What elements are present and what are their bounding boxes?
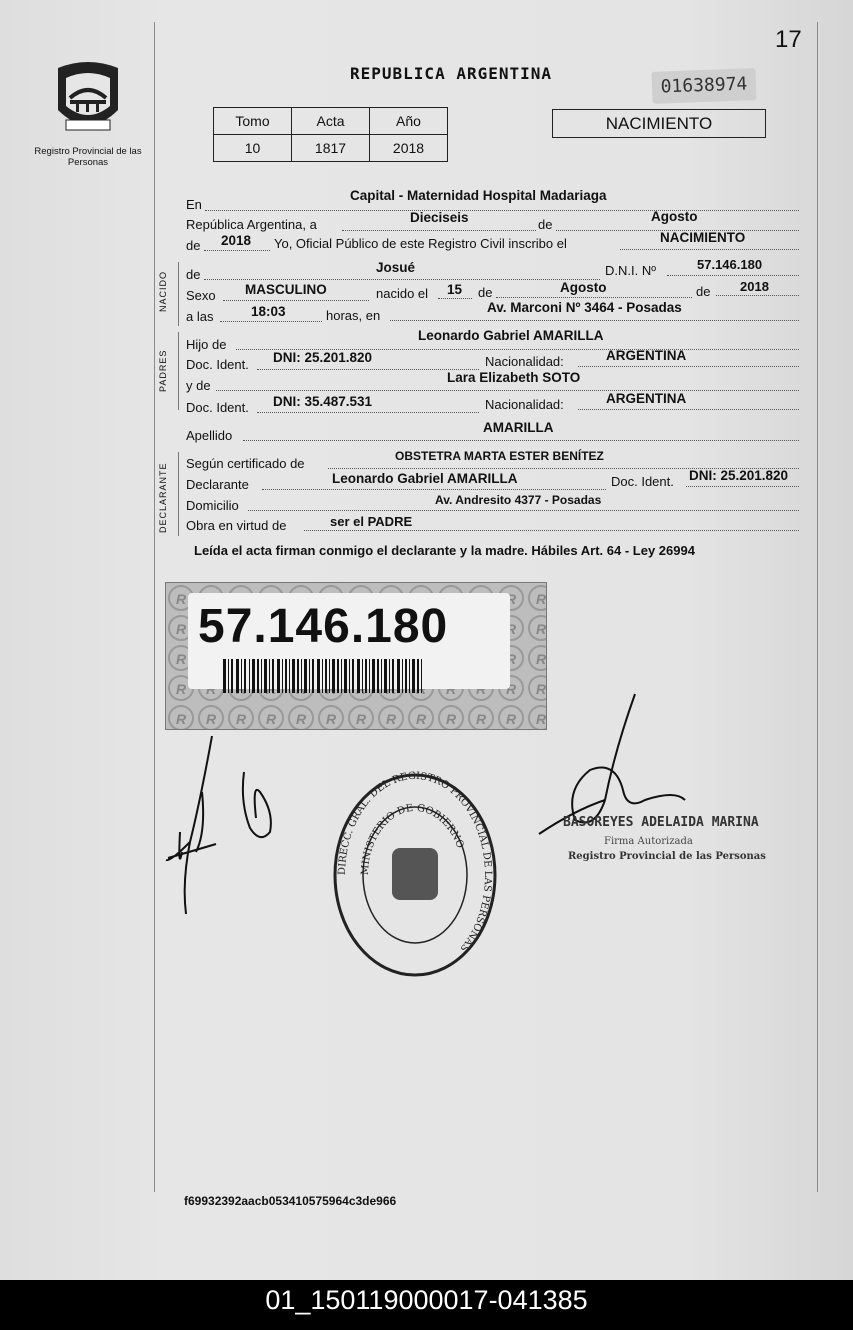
father-dni: DNI: 25.201.820 [273,350,373,365]
oficial-label: Yo, Oficial Público de este Registro Civil inscribo el [274,236,567,251]
surname: AMARILLA [483,420,554,435]
en-label: En [186,197,202,212]
dotted-line [342,230,536,231]
official-stamp [330,770,500,980]
signer-role: Firma Autorizada [604,836,693,847]
serial-number: 01638974 [651,68,756,104]
stamp-inner-text: MINISTERIO DE GOBIERNO [359,802,466,876]
right-margin-line [817,22,818,1192]
section-divider [178,332,179,410]
y-de-label: y de [186,378,211,393]
dotted-line [667,275,799,276]
de-name-label: de [186,267,201,282]
declarant-name: Leonardo Gabriel AMARILLA [332,471,518,486]
dotted-line [304,530,799,531]
obra-label: Obra en virtud de [186,518,287,533]
record-type-box: NACIMIENTO [552,109,766,138]
dotted-line [204,279,600,280]
republica-label: República Argentina, a [186,217,317,232]
signature-scribble-left [160,732,290,922]
document-title: REPUBLICA ARGENTINA [350,64,553,83]
record-month: Agosto [651,209,698,224]
declarant-relation: ser el PADRE [330,514,413,529]
dotted-line [262,489,606,490]
mother-name: Lara Elizabeth SOTO [447,370,581,385]
de1-label: de [478,285,493,300]
declarant-doc-label: Doc. Ident. [611,474,674,489]
act-type: NACIMIENTO [660,230,746,245]
father-nationality-label: Nacionalidad: [485,354,564,369]
birth-time: 18:03 [251,304,286,319]
dotted-line [220,321,322,322]
de2-label: de [696,284,711,299]
dotted-line [243,440,799,441]
page-number: 17 [775,26,802,53]
father-name: Leonardo Gabriel AMARILLA [418,328,604,343]
birth-address: Av. Marconi Nº 3464 - Posadas [487,300,682,315]
dotted-line [390,320,799,321]
anio-value: 2018 [370,135,448,162]
dotted-line [248,510,799,511]
dotted-line [223,300,369,301]
section-divider [178,262,179,326]
signer-registry: Registro Provincial de las Personas [568,851,766,862]
a-las-label: a las [186,309,214,324]
barcode-panel [188,593,510,689]
dotted-line [578,409,799,410]
sexo-label: Sexo [186,288,216,303]
section-divider [178,452,179,536]
dotted-line [620,249,799,250]
dotted-line [716,295,799,296]
province-seal-logo [52,58,124,140]
declarant-dni: DNI: 25.201.820 [689,468,789,483]
dotted-line [205,210,799,211]
dotted-line [686,486,799,487]
birth-year: 2018 [740,279,769,294]
tomo-value: 10 [214,135,292,162]
signer-name: BASOREYES ADELAIDA MARINA [563,815,759,830]
birth-day: 15 [447,282,463,297]
de-month-label: de [538,217,553,232]
dni-label: D.N.I. Nº [605,263,656,278]
tomo-label: Tomo [214,108,292,135]
document-hash: f69932392aacb053410575964c3de966 [184,1194,397,1208]
child-first-name: Josué [376,260,416,275]
declarante-label: Declarante [186,477,249,492]
barcode-number: 57.146.180 [198,600,449,653]
tomo-acta-table [213,107,448,162]
signing-note: Leída el acta firman conmigo el declarante y la madre. Hábiles Art. 64 - Ley 26994 [194,543,695,558]
section-declarante: DECLARANTE [158,462,168,533]
dotted-line [496,297,692,298]
acta-label: Acta [292,108,370,135]
father-doc-label: Doc. Ident. [186,357,249,372]
acta-value: 1817 [292,135,370,162]
dotted-line [257,369,479,370]
child-dni: 57.146.180 [697,257,763,272]
logo-caption: Registro Provincial de las Personas [34,146,142,168]
certifier: OBSTETRA MARTA ESTER BENÍTEZ [395,449,604,463]
barcode-label [165,582,547,730]
declarant-address: Av. Andresito 4377 - Posadas [435,493,602,507]
mother-nationality-label: Nacionalidad: [485,397,564,412]
coat-of-arms-icon [392,848,438,900]
section-padres: PADRES [158,349,168,392]
left-margin-line [154,22,155,1192]
mother-dni: DNI: 35.487.531 [273,394,373,409]
horas-en-label: horas, en [326,308,381,323]
dotted-line [216,390,799,391]
dotted-line [204,250,270,251]
hijo-de-label: Hijo de [186,337,227,352]
dotted-line [438,298,472,299]
mother-doc-label: Doc. Ident. [186,400,249,415]
birth-month: Agosto [560,280,607,295]
footer-code: 01_150119000017-041385 [0,1280,853,1330]
nacido-el-label: nacido el [376,286,429,301]
record-year: 2018 [221,233,252,248]
birth-place: Capital - Maternidad Hospital Madariaga [350,188,607,203]
child-sex: MASCULINO [245,282,327,297]
dotted-line [578,366,799,367]
de-year-label: de [186,238,201,253]
father-nationality: ARGENTINA [606,348,687,363]
barcode-bars [223,659,463,695]
domicilio-label: Domicilio [186,498,239,513]
stamp-outer-text: DIRECC. GRAL. DEL REGISTRO PROVINCIAL DE LAS PERSONAS [336,770,494,954]
section-nacido: NACIDO [158,270,168,312]
segun-label: Según certificado de [186,456,305,471]
apellido-label: Apellido [186,428,233,443]
anio-label: Año [370,108,448,135]
mother-nationality: ARGENTINA [606,391,687,406]
dotted-line [257,412,479,413]
day-words: Dieciseis [410,210,469,225]
